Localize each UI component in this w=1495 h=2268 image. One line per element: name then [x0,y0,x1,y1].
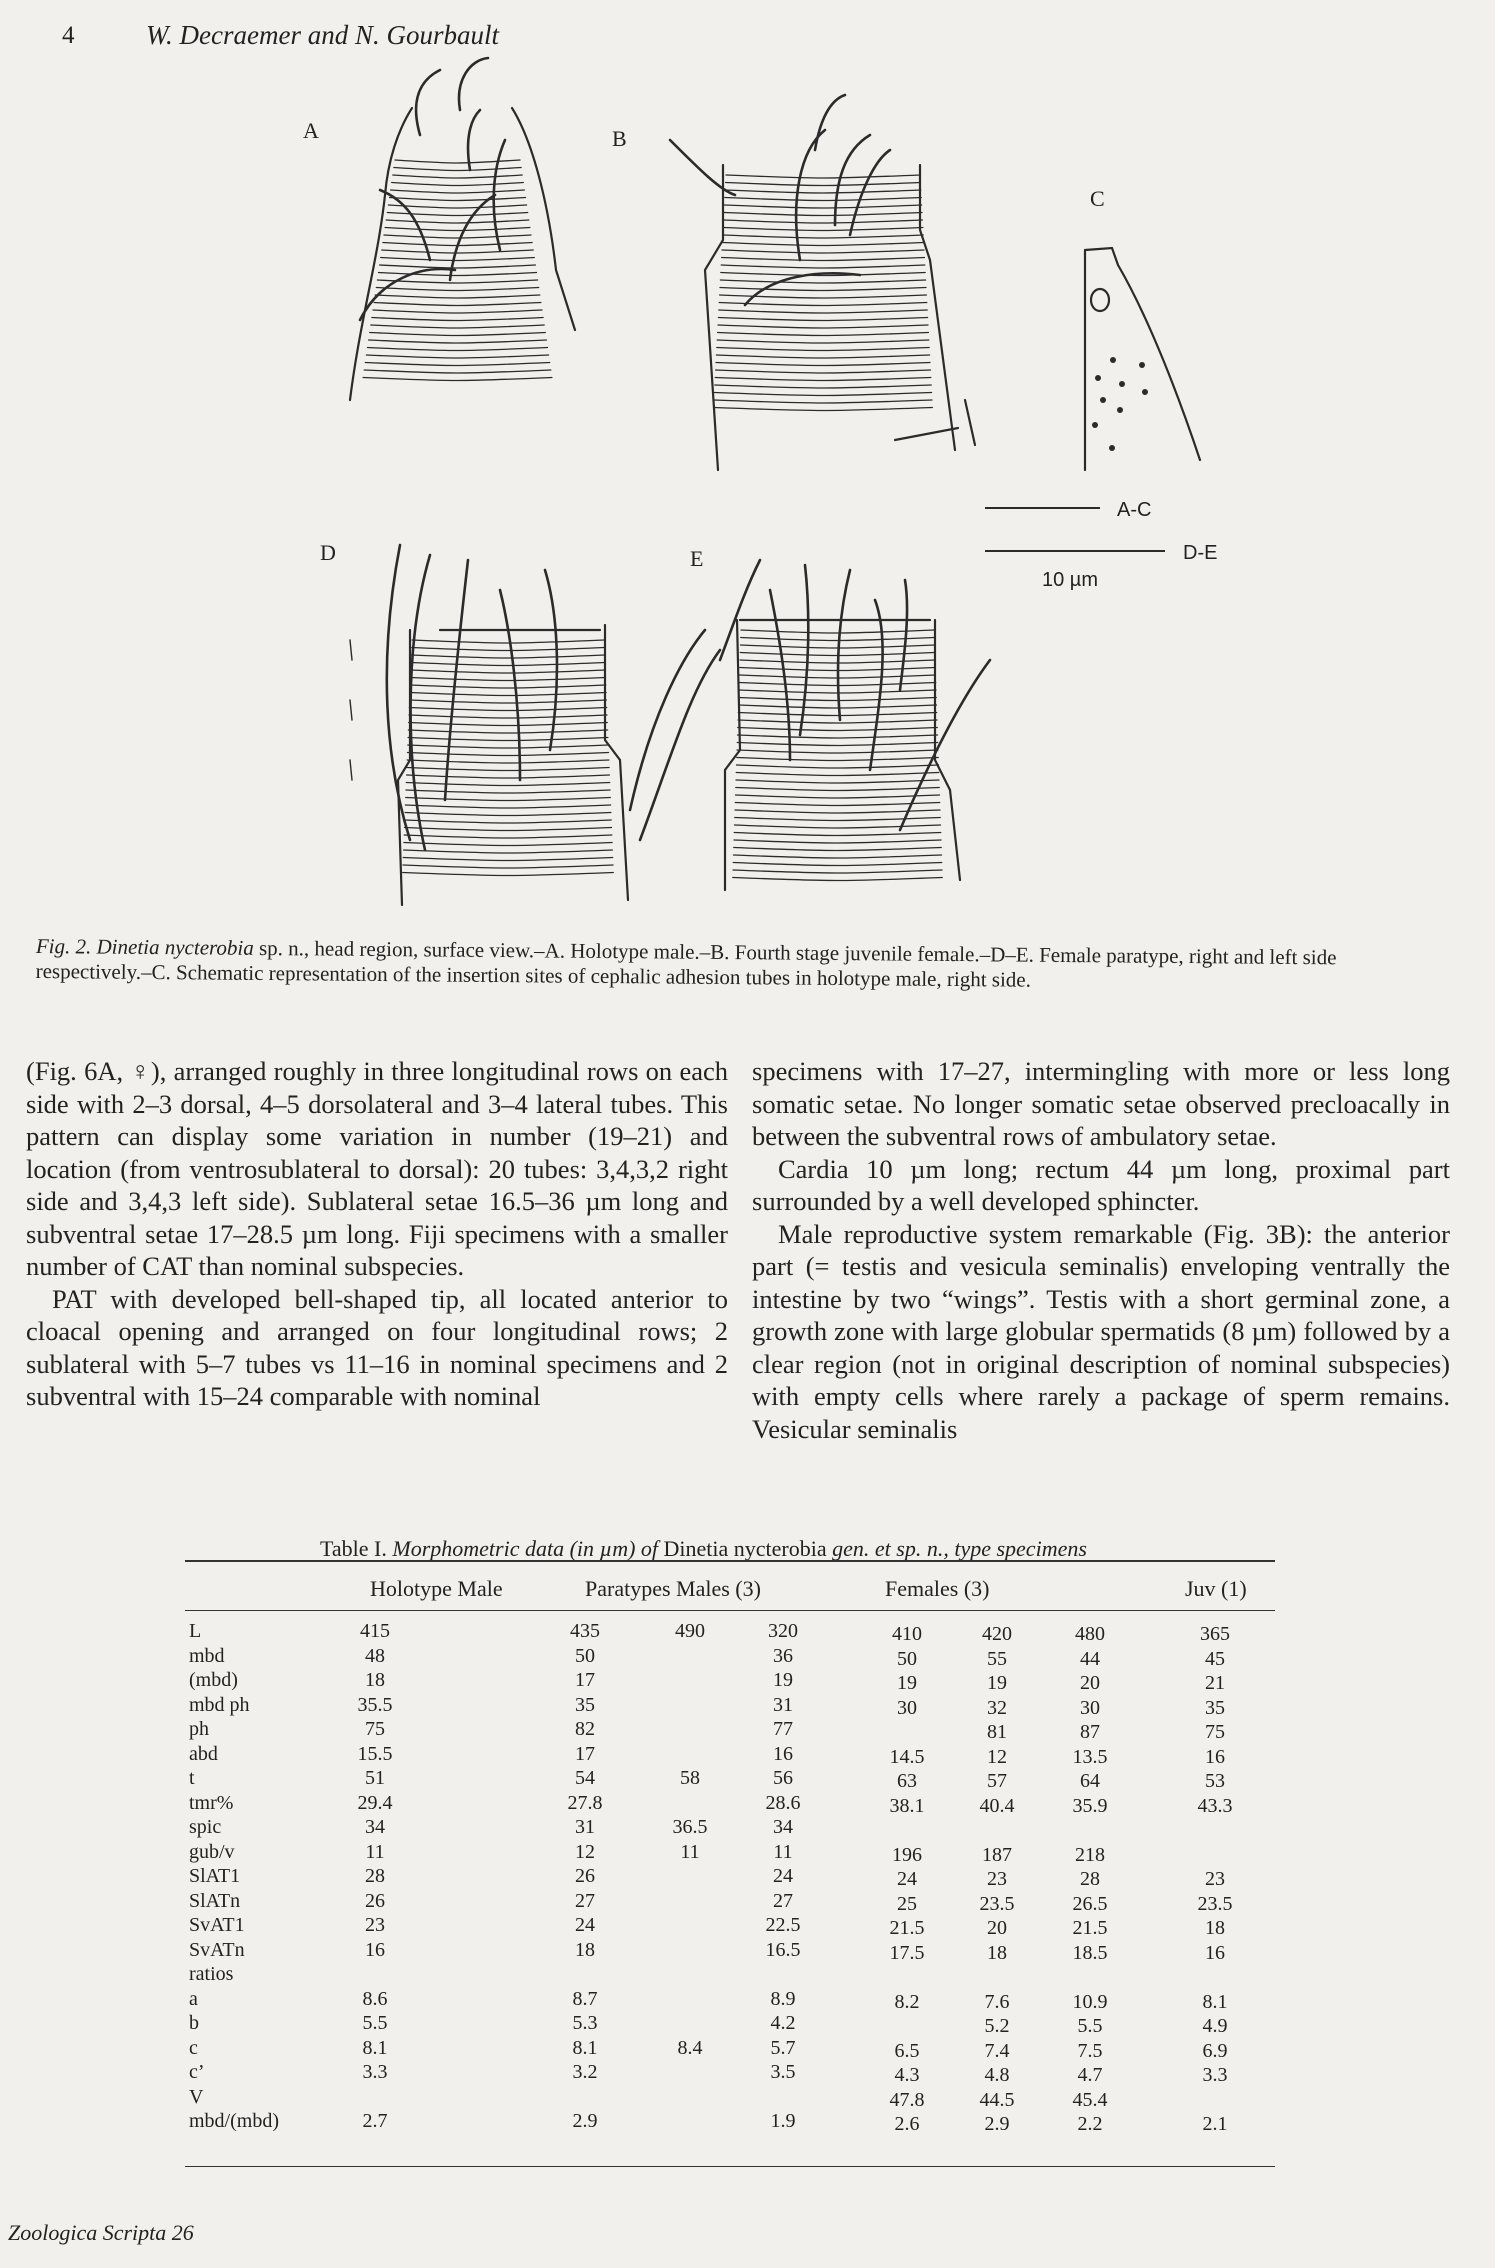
journal-footer: Zoologica Scripta 26 [8,2220,194,2245]
table-cell: 47.8 [889,2088,925,2111]
table-cell: 77 [773,1718,793,1740]
table-cell: 8.1 [362,2036,388,2059]
table-cell: 58 [680,1767,700,1789]
table-cell: 36.5 [672,1816,708,1838]
table-cell: 218 [1075,1843,1105,1866]
table-cell: 26 [365,1889,385,1912]
table-cell: 81 [987,1721,1007,1743]
table-cell: 4.3 [894,2064,920,2086]
table-cell: 45 [1205,1647,1225,1670]
table-cell: 3.3 [1202,2064,1228,2086]
table-cell: 23 [987,1868,1007,1890]
table-cell: 19 [897,1672,917,1694]
table-row-label: abd [189,1742,218,1765]
caption-label: Fig. 2. Dinetia nycterobia [35,934,254,960]
table-cell: 6.5 [894,2039,920,2062]
table-cell: 5.5 [362,2012,388,2034]
table-cell: 30 [897,1696,917,1719]
table-row-label: SvATn [189,1938,245,1961]
table-title-prefix: Table I. [320,1536,393,1561]
table-cell: 410 [892,1623,922,1645]
table-cell: 23.5 [979,1892,1015,1915]
table-cell: 8.2 [894,1990,920,2013]
table-cell: 43.3 [1197,1794,1233,1817]
table-cell: 435 [570,1620,600,1642]
table-cell: 50 [575,1644,595,1667]
scale-label-length: 10 µm [1042,569,1098,591]
table-cell: 4.7 [1077,2064,1103,2086]
table-cell: 2.7 [362,2110,388,2132]
table-cell: 40.4 [979,1794,1015,1817]
table-cell: 28 [1080,1868,1100,1890]
table-row-label: mbd ph [189,1693,250,1716]
table-header-holotype: Holotype Male [370,1576,503,1601]
table-row-label: SvAT1 [189,1914,245,1936]
table-cell: 13.5 [1072,1745,1108,1768]
table-cell: 2.9 [572,2110,598,2132]
table-row-label: t [189,1767,195,1789]
table-cell: 25 [897,1892,917,1915]
table-cell: 28 [365,1865,385,1887]
table-cell: 18 [987,1941,1007,1964]
panel-label-e: E [690,546,704,571]
table-cell: 5.7 [770,2036,796,2059]
table-cell: 490 [675,1620,705,1642]
table-cell: 87 [1080,1721,1100,1743]
table-cell: 8.7 [572,1987,598,2010]
table-cell: 75 [365,1718,385,1740]
table-cell: 23.5 [1197,1892,1233,1915]
page-number: 4 [62,22,75,49]
body-paragraph: PAT with developed bell-shaped tip, all located anterior to cloacal opening and arranged on four longitudinal rows; 2 sublateral with 5–7 tubes vs 11–16 in nominal specimens and 2 subventral with 15–24 comparable with nominal [26,1283,728,1411]
table-cell: 19 [773,1669,793,1691]
table-row-label: mbd [189,1644,225,1667]
table-cell: 28.6 [765,1791,801,1814]
figure-2-head-drawings [0,0,1495,920]
table-cell: 4.9 [1202,2015,1228,2037]
table-top-rule [185,1560,1275,1562]
table-cell: 10.9 [1072,1990,1108,2013]
table-cell: 16 [1205,1941,1225,1964]
body-paragraph: (Fig. 6A, ♀), arranged roughly in three longitudinal rows on each side with 2–3 dorsal, 4–5 dorsolateral and 3–4 lateral tubes. This pattern can display some variation in number (19–21) and location (from ventrosublateral to dorsal): 20 tubes: 3,4,3,2 right side and 3,4,3 left side). Sublateral setae 16.5–36 µm long and subventral setae 17–28.5 µm long. Fiji specimens with a smaller number of CAT than nominal subspecies. [26,1056,728,1281]
table-cell: 50 [897,1647,917,1670]
table-cell: 2.6 [894,2113,920,2135]
panel-d-drawing [350,545,720,905]
table-header-females: Females (3) [885,1576,990,1601]
table-cell: 420 [982,1623,1012,1645]
table-cell: 16 [773,1742,793,1765]
table-cell: 18 [1205,1917,1225,1939]
table-cell: 4.8 [984,2064,1010,2086]
table-title-italic: Morphometric data (in µm) of [392,1536,659,1561]
body-paragraph: specimens with 17–27, intermingling with more or less long somatic setae. No longer somatic setae observed precloacally in between the subventral rows of ambulatory setae. [752,1056,1450,1151]
table-cell: 22.5 [765,1914,801,1936]
panel-b-drawing [670,95,975,470]
panel-label-b: B [612,126,627,151]
table-cell: 12 [575,1840,595,1863]
table-cell: 16 [365,1938,385,1961]
table-cell: 23 [1205,1868,1225,1890]
table-cell: 415 [360,1620,390,1642]
table-cell: 35.5 [357,1693,393,1716]
table-cell: 55 [987,1647,1007,1670]
table-cell: 15.5 [357,1742,393,1765]
table-cell: 64 [1080,1770,1100,1792]
panel-label-a: A [303,118,319,143]
panel-label-d: D [320,540,336,565]
table-cell: 31 [575,1816,595,1838]
table-row-label: ratios [189,1963,234,1985]
table-cell: 23 [365,1914,385,1936]
running-head-authors: W. Decraemer and N. Gourbault [146,20,499,50]
table-cell: 51 [365,1767,385,1789]
table-cell: 29.4 [357,1791,393,1814]
table-row-label: b [189,2012,199,2034]
table-cell: 11 [773,1840,793,1863]
table-row-label: mbd/(mbd) [189,2110,279,2132]
table-cell: 5.3 [572,2012,598,2034]
table-cell: 5.2 [984,2015,1010,2037]
table-cell: 187 [982,1843,1012,1866]
table-cell: 8.6 [362,1987,388,2010]
table-cell: 3.2 [572,2061,598,2083]
table-cell: 7.6 [984,1990,1010,2013]
table-cell: 12 [987,1745,1007,1768]
table-row-label: (mbd) [189,1669,238,1691]
table-cell: 45.4 [1072,2088,1108,2111]
table-cell: 8.1 [1202,1990,1228,2013]
table-cell: 26 [575,1865,595,1887]
morphometric-table [185,1560,1275,2168]
table-cell: 53 [1205,1770,1225,1792]
table-cell: 35 [1205,1696,1225,1719]
table-cell: 27 [773,1889,793,1912]
table-cell: 54 [575,1767,595,1789]
table-cell: 38.1 [889,1794,925,1817]
table-cell: 19 [987,1672,1007,1694]
table-cell: 24 [575,1914,595,1936]
table-cell: 20 [1080,1672,1100,1694]
table-cell: 27 [575,1889,595,1912]
table-cell: 21.5 [889,1917,925,1939]
table-cell: 1.9 [770,2110,796,2132]
table-header-rule [185,1610,1275,1611]
table-cell: 57 [987,1770,1007,1792]
table-row-label: a [189,1987,198,2010]
table-cell: 21 [1205,1672,1225,1694]
table-cell: 35 [575,1693,595,1716]
table-cell: 44.5 [979,2088,1015,2111]
table-row-label: spic [189,1816,222,1838]
table-cell: 26.5 [1072,1892,1108,1915]
table-cell: 7.4 [984,2039,1010,2062]
table-title-species: Dinetia nycterobia [658,1536,833,1561]
table-cell: 21.5 [1072,1917,1108,1939]
table-row-label: c [189,2036,198,2059]
body-paragraph: Cardia 10 µm long; rectum 44 µm long, proximal part surrounded by a well developed sphincter. [752,1153,1450,1216]
table-bottom-rule [185,2166,1275,2167]
table-header-juvenile: Juv (1) [1185,1576,1247,1601]
panel-c-drawing [1085,248,1200,470]
body-paragraph: Male reproductive system remarkable (Fig. 3B): the anterior part (= testis and vesicula seminalis) enveloping ventrally the intestine by two “wings”. Testis with a short germinal zone, a growth zone with large globular spermatids (8 µm) followed by a clear region (not in original description of nominal subspecies) with empty cells where rarely a package of sperm remains. Vesicular seminalis [752,1218,1450,1444]
table-cell: 8.4 [677,2036,703,2059]
table-cell: 82 [575,1718,595,1740]
table-cell: 48 [365,1644,385,1667]
table-cell: 24 [897,1868,917,1890]
panel-e-drawing [720,560,990,890]
table-row-label: ph [189,1718,209,1740]
table-title-suffix: gen. et sp. n., type specimens [832,1536,1087,1561]
table-header-paratypes: Paratypes Males (3) [585,1576,761,1601]
table-cell: 3.3 [362,2061,388,2083]
body-column-left [26,1055,728,1413]
table-row-label: SlAT1 [189,1865,241,1887]
table-cell: 31 [773,1693,793,1716]
table-cell: 17 [575,1742,595,1765]
table-row-label: V [189,2085,204,2108]
table-cell: 20 [987,1917,1007,1939]
table-cell: 8.1 [572,2036,598,2059]
table-cell: 4.2 [770,2012,796,2034]
table-cell: 2.9 [984,2113,1010,2135]
table-cell: 36 [773,1644,793,1667]
panel-label-c: C [1090,186,1105,211]
table-cell: 320 [768,1620,798,1642]
table-cell: 7.5 [1077,2039,1103,2062]
table-cell: 18.5 [1072,1941,1108,1964]
figure-caption [36,934,1456,996]
scale-label-a-c: A-C [1117,499,1152,521]
table-row-label: gub/v [189,1840,235,1863]
table-cell: 2.1 [1202,2113,1228,2135]
table-cell: 34 [773,1816,793,1838]
table-row-label: L [189,1620,202,1642]
body-column-right [752,1055,1450,1445]
table-cell: 480 [1075,1623,1105,1645]
table-cell: 56 [773,1767,793,1789]
table-cell: 2.2 [1077,2113,1103,2135]
table-cell: 16.5 [765,1938,801,1961]
table-cell: 11 [365,1840,385,1863]
table-cell: 16 [1205,1745,1225,1768]
table-cell: 196 [892,1843,922,1866]
table-cell: 34 [365,1816,385,1838]
table-cell: 18 [365,1669,385,1691]
table-cell: 32 [987,1696,1007,1719]
table-cell: 24 [773,1865,793,1887]
table-cell: 17.5 [889,1941,925,1964]
scale-label-d-e: D-E [1183,542,1218,564]
table-cell: 8.9 [770,1987,796,2010]
table-cell: 30 [1080,1696,1100,1719]
table-cell: 27.8 [567,1791,603,1814]
table-cell: 63 [897,1770,917,1792]
table-cell: 35.9 [1072,1794,1108,1817]
table-title [320,1536,1087,1562]
table-cell: 75 [1205,1721,1225,1743]
table-row-label: c’ [189,2061,205,2083]
table-cell: 5.5 [1077,2015,1103,2037]
table-cell: 18 [575,1938,595,1961]
caption-text: sp. n., head region, surface view.–A. Holotype male.–B. Fourth stage juvenile female.–D–E. Female paratype, right and left side respectively.–C. Schematic representation of the insertion sites of cephalic adhesion tubes in holotype male, right side. [35,935,1337,992]
table-row-label: tmr% [189,1791,234,1814]
table-row-label: SlATn [189,1889,241,1912]
table-cell: 44 [1080,1647,1100,1670]
table-cell: 17 [575,1669,595,1691]
table-cell: 11 [680,1840,700,1863]
table-cell: 14.5 [889,1745,925,1768]
table-cell: 365 [1200,1623,1230,1645]
panel-a-drawing [350,58,575,400]
table-cell: 3.5 [770,2061,796,2083]
table-cell: 6.9 [1202,2039,1228,2062]
